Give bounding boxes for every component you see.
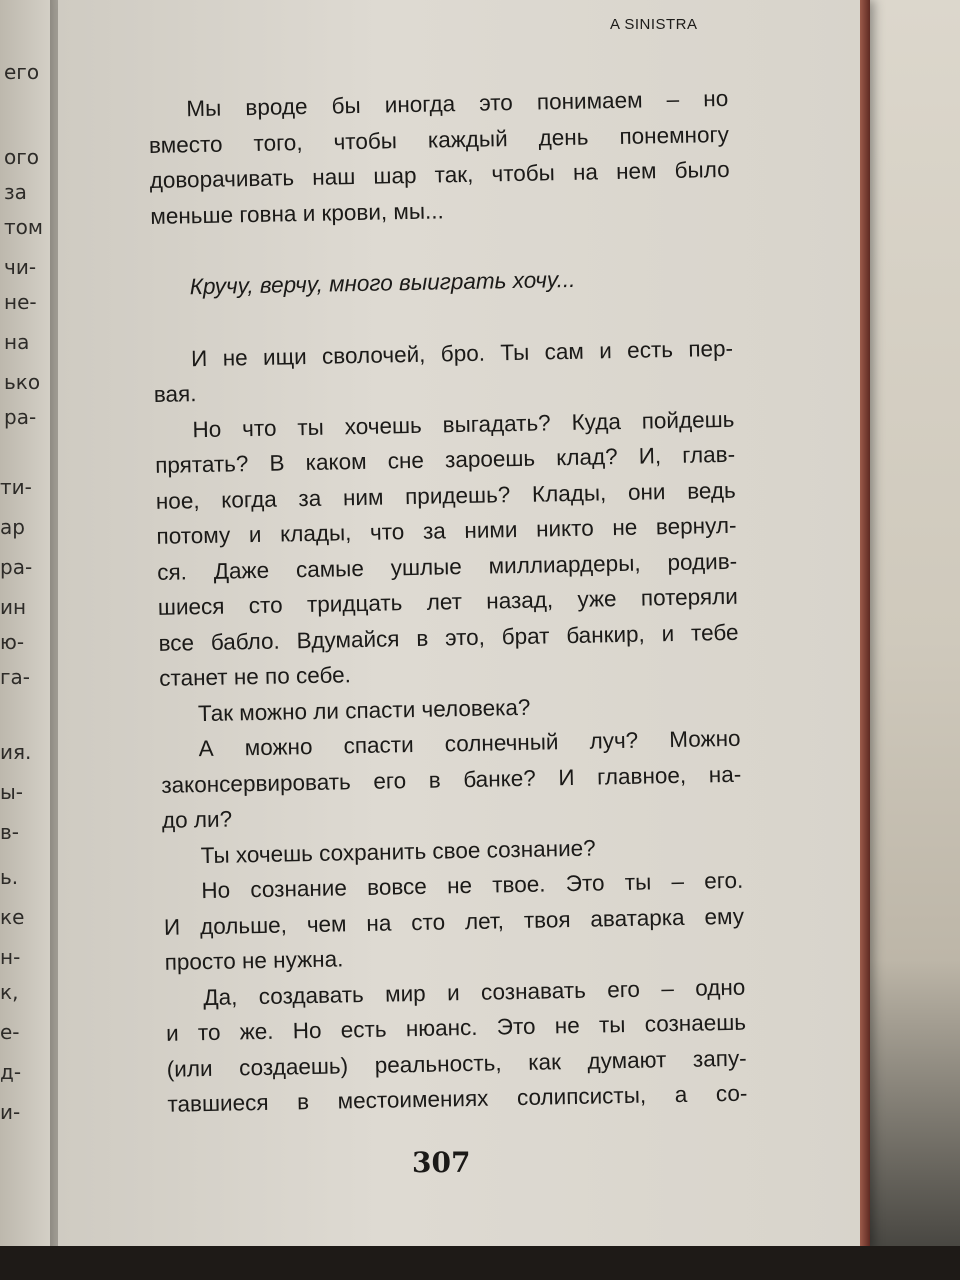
- left-page-fragment: том: [4, 215, 43, 239]
- text-line: Но сознание вовсе не твое. Это ты – его.: [201, 867, 744, 904]
- paragraph-3: [153, 330, 734, 412]
- left-page-fragment: его: [4, 60, 40, 84]
- text-line: (или создаешь) реальность, как думают запу-: [166, 1045, 747, 1082]
- text-line: И дольше, чем на сто лет, твоя аватарка ему: [163, 903, 745, 940]
- paragraph-4: [154, 401, 739, 696]
- left-page-fragment: за: [4, 180, 27, 204]
- paragraph-1: [148, 81, 731, 234]
- left-page-fragment: ия.: [0, 740, 32, 764]
- text-line: станет не по себе.: [159, 662, 352, 691]
- left-page-fragment: на: [4, 330, 30, 354]
- left-page-fragment: е-: [0, 1020, 20, 1044]
- running-head: A SINISTRA: [610, 16, 698, 33]
- text-line: меньше говна и крови, мы...: [150, 197, 445, 229]
- left-page-fragment: д-: [0, 1060, 22, 1084]
- left-page-fragment: ке: [0, 905, 25, 929]
- bottom-shadow: [0, 1246, 960, 1280]
- left-page-fragment: ра-: [0, 555, 33, 579]
- left-page-fragment: н-: [0, 945, 21, 969]
- text-line: доворачивать наш шар так, чтобы на нем было: [149, 156, 730, 193]
- text-line: тавшиеся в местоимениях солипсисты, а со-: [167, 1080, 748, 1117]
- text-line: потому и клады, что за ними никто не вернул-: [156, 512, 737, 549]
- page-body-text: [148, 81, 748, 1122]
- text-line: ся. Даже самые ушлые миллиардеры, родив-: [156, 548, 738, 585]
- left-page-fragment: чи-: [4, 255, 37, 279]
- paragraph-6: [160, 721, 742, 839]
- left-page-fragment: ь.: [0, 865, 19, 889]
- text-line: прятать? В каком сне зароешь клад? И, глав-: [154, 441, 736, 478]
- left-page-fragment: к,: [0, 980, 19, 1004]
- text-line: Мы вроде бы иногда это понимаем – но: [186, 85, 729, 122]
- left-page-fragment: ти-: [0, 475, 32, 499]
- page-number: 307: [412, 1146, 471, 1179]
- left-page-fragment: ю-: [0, 630, 25, 654]
- left-page-fragment: ра-: [4, 405, 37, 429]
- text-line: законсервировать его в банке? И главное, на-: [161, 761, 742, 798]
- left-page-fragment: ько: [4, 370, 41, 394]
- left-page-fragment: в-: [0, 820, 20, 844]
- paragraph-8: [163, 863, 745, 981]
- left-page-fragment: га-: [0, 665, 30, 689]
- text-line: просто не нужна.: [164, 946, 344, 975]
- text-line: вая.: [153, 381, 197, 407]
- text-line: все бабло. Вдумайся в это, брат банкир, и тебе: [158, 619, 739, 656]
- page-edge: [860, 0, 870, 1250]
- left-page-fragment: не-: [4, 290, 37, 314]
- text-line: ное, когда за ним придешь? Клады, они ведь: [155, 477, 736, 514]
- left-page-fragment: ы-: [0, 780, 24, 804]
- left-page-fragment: и-: [0, 1100, 21, 1124]
- text-line: Кручу, верчу, много выиграть хочу...: [189, 266, 576, 300]
- text-line: и то же. Но есть нюанс. Это не ты сознаешь: [165, 1009, 747, 1046]
- left-page-fragment: ин: [0, 595, 27, 619]
- text-line: Да, создавать мир и сознавать его – одно: [203, 974, 746, 1010]
- text-line: до ли?: [161, 806, 233, 833]
- left-page-fragment: ого: [4, 145, 39, 169]
- text-line: Так можно ли спасти человека?: [197, 694, 531, 726]
- text-line: Но что ты хочешь выгадать? Куда пойдешь: [192, 406, 735, 442]
- text-line: вместо того, чтобы каждый день понемногу: [148, 121, 730, 158]
- text-line: Ты хочешь сохранить свое сознание?: [200, 835, 596, 868]
- paragraph-9: [165, 969, 748, 1122]
- text-line: шиеся сто тридцать лет назад, уже потеряли: [157, 583, 739, 620]
- text-line: А можно спасти солнечный луч? Можно: [198, 725, 741, 762]
- text-line: И не ищи сволочей, бро. Ты сам и есть пер-: [190, 335, 734, 371]
- left-page-fragment: ар: [0, 515, 25, 539]
